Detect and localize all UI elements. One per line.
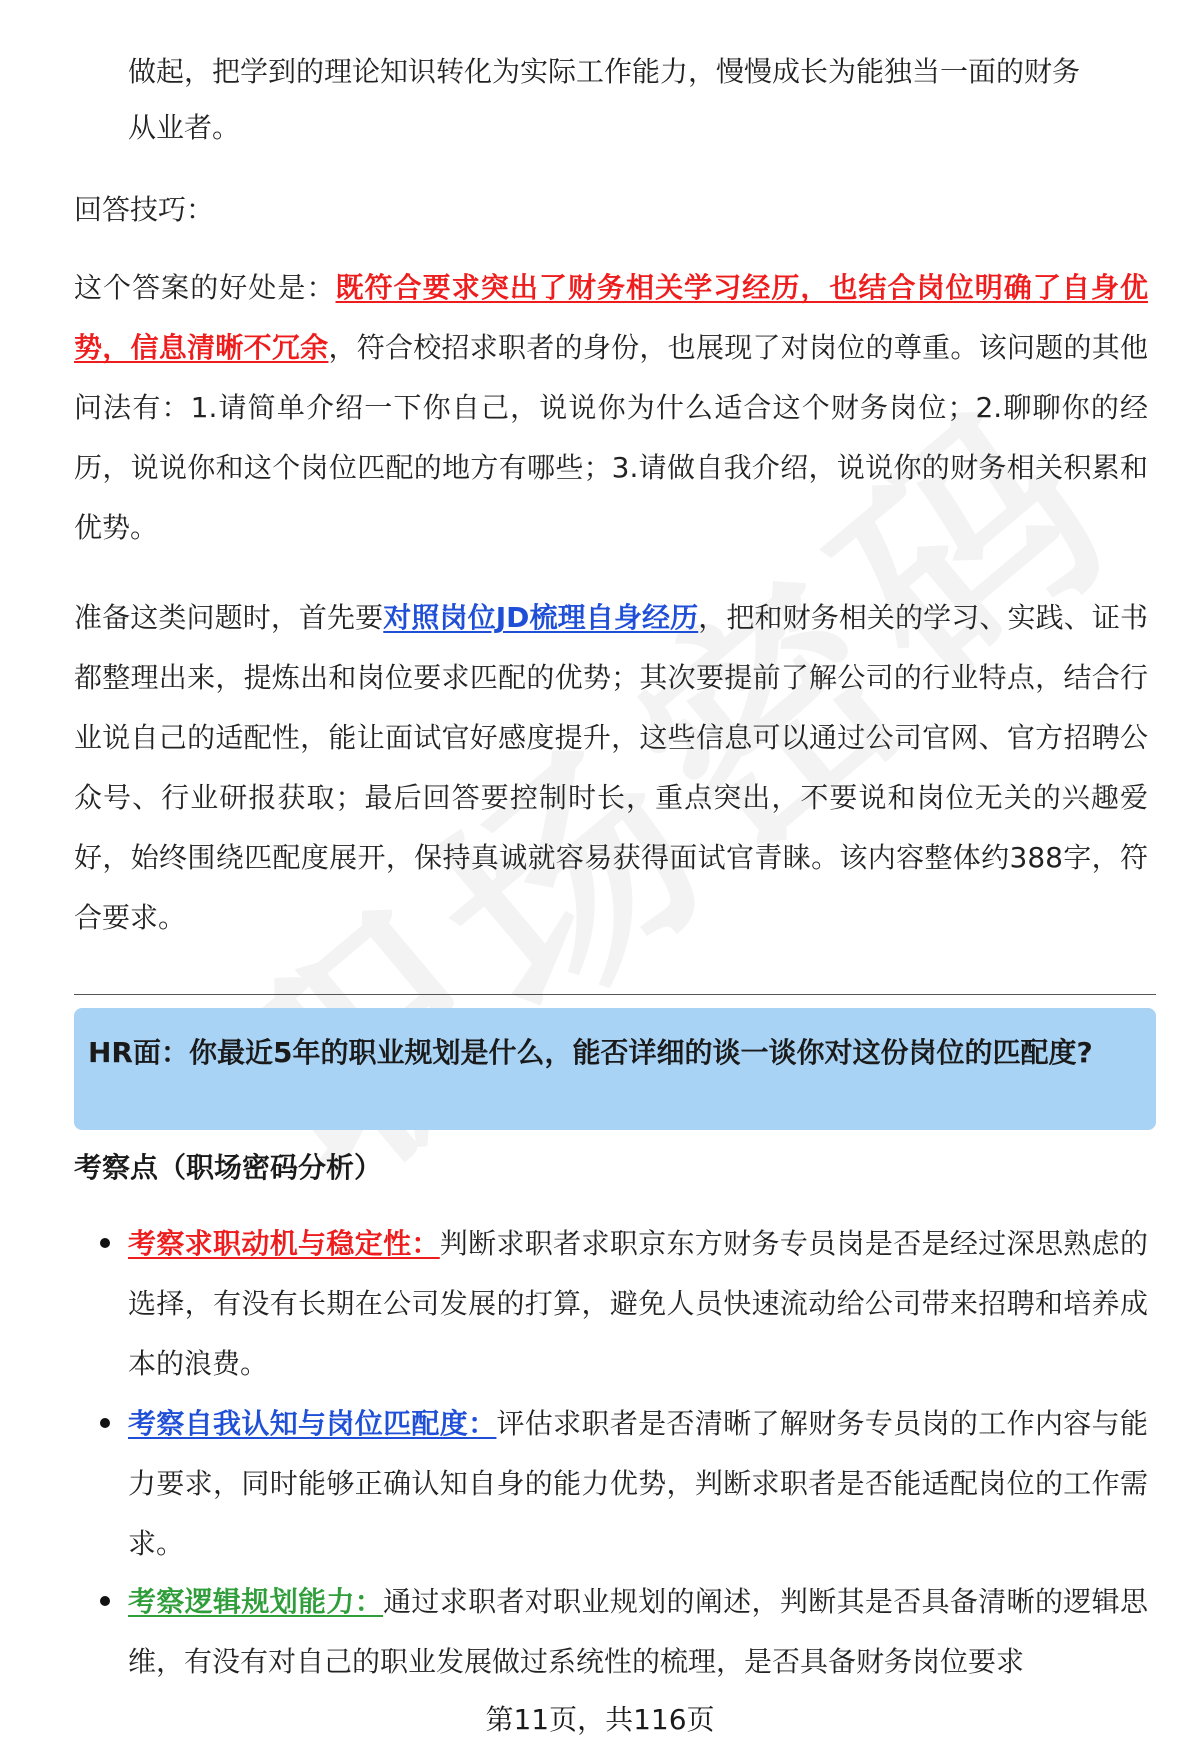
bullet-dot xyxy=(100,1418,110,1428)
page-number: 第11页，共116页 xyxy=(485,1703,715,1736)
tips-rest: ，符合校招求职者的身份，也展现了对岗位的尊重。该问题的其他问法有：1.请简单介绍一下你自己，说说你为什么适合这个财务岗位；2.聊聊你的经历，说说你和这个岗位匹配的地方有哪些；3.请做自我介绍，说说你的财务相关积累和优势。 xyxy=(74,331,1148,544)
intro-line-1: 做起，把学到的理论知识转化为实际工作能力，慢慢成长为能独当一面的财务 xyxy=(128,55,1081,88)
prep-lead: 准备这类问题时，首先要 xyxy=(74,601,384,634)
bullet-text: 评估求职者是否清晰了解财务专员岗的工作内容与能力要求，同时能够正确认知自身的能力优势，判断求职者是否能适配岗位的工作需求。 xyxy=(128,1407,1148,1560)
bullet-label: 考察自我认知与岗位匹配度： xyxy=(128,1407,497,1440)
bullet-label: 考察逻辑规划能力： xyxy=(128,1585,384,1618)
bullet-text: 通过求职者对职业规划的阐述，判断其是否具备清晰的逻辑思维，有没有对自己的职业发展做过系统性的梳理，是否具备财务岗位要求 xyxy=(128,1585,1148,1678)
tips-paragraph xyxy=(74,258,1148,558)
list-item xyxy=(128,1572,1148,1692)
prep-paragraph xyxy=(74,588,1148,948)
section-divider xyxy=(74,994,1156,995)
list-item xyxy=(128,1394,1148,1574)
bullet-dot xyxy=(100,1238,110,1248)
list-item xyxy=(128,1214,1148,1394)
tips-highlight: 既符合要求突出了财务相关学习经历，也结合岗位明确了自身优势，信息清晰不冗余 xyxy=(74,271,1148,364)
prep-rest: ，把和财务相关的学习、实践、证书都整理出来，提炼出和岗位要求匹配的优势；其次要提前了解公司的行业特点，结合行业说自己的适配性，能让面试官好感度提升，这些信息可以通过公司官网、官方招聘公众号、行业研报获取；最后回答要控制时长，重点突出，不要说和岗位无关的兴趣爱好，始终围绕匹配度展开，保持真诚就容易获得面试官青睐。该内容整体约388字，符合要求。 xyxy=(74,601,1148,934)
bullet-label: 考察求职动机与稳定性： xyxy=(128,1227,440,1260)
tips-lead: 这个答案的好处是： xyxy=(74,271,336,304)
prep-highlight: 对照岗位JD梳理自身经历 xyxy=(383,601,699,634)
section-title: 考察点（职场密码分析） xyxy=(74,1151,383,1184)
tips-heading: 回答技巧： xyxy=(74,193,215,226)
bullet-text: 判断求职者求职京东方财务专员岗是否是经过深思熟虑的选择，有没有长期在公司发展的打算，避免人员快速流动给公司带来招聘和培养成本的浪费。 xyxy=(128,1227,1148,1380)
bullet-dot xyxy=(100,1596,110,1606)
intro-line-2: 从业者。 xyxy=(128,111,241,144)
question-text: HR面：你最近5年的职业规划是什么，能否详细的谈一谈你对这份岗位的匹配度? xyxy=(88,1036,1093,1069)
question-box xyxy=(74,1008,1156,1130)
